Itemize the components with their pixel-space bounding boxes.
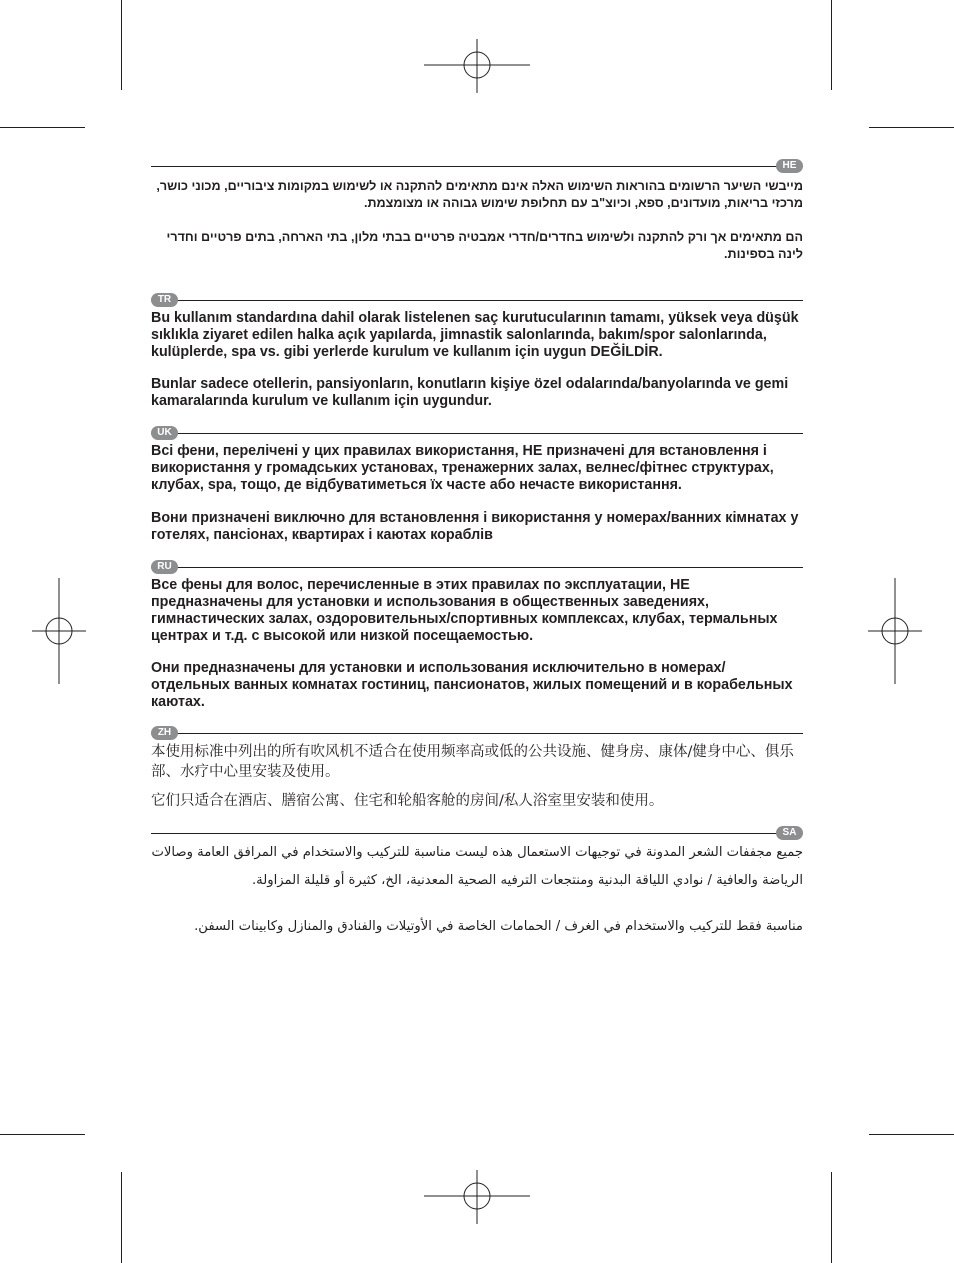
arabic-paragraph-1: جميع مجففات الشعر المدونة في توجيهات الاستعمال هذه ليست مناسبة للتركيب والاستخدام في المرافق العامة وصالات الرياضة والعافية / نوادي اللياقة البدنية ومنتجعات الترفيه الصحية المعدنية، الخ، كثيرة أو قليلة المزاولة. (151, 845, 803, 888)
section-chinese (151, 725, 803, 820)
chinese-paragraph-1: 本使用标准中列出的所有吹风机不适合在使用频率高或低的公共设施、健身房、康体/健身中心、俱乐部、水疗中心里安装及使用。 (151, 744, 794, 780)
section-russian (151, 559, 803, 719)
registration-mark-bottom (424, 1170, 530, 1224)
hebrew-paragraph-2: הם מתאימים אך ורק להתקנה ולשימוש בחדרים/חדרי אמבטיה פרטיים בבתי מלון, בתי הארחה, בתים פרטיים וחדרי לינה בספינות. (166, 230, 803, 261)
section-ukrainian (151, 425, 803, 550)
crop-mark-bottom-left-horizontal (0, 1134, 85, 1135)
section-divider (151, 833, 803, 834)
russian-paragraph-1: Все фены для волос, перечисленные в этих правилах по эксплуатации, НЕ предназначены для установки и использования в общественных заведениях, гимнастических залах, оздоровительных/спортивных комплексах, клубах, термальных центрах и т.д. с высокой или низкой посещаемостью. (151, 577, 778, 644)
crop-mark-top-left-horizontal (0, 127, 85, 128)
section-hebrew (151, 158, 803, 268)
turkish-paragraph-1: Bu kullanım standardına dahil olarak listelenen saç kurutucularının tamamı, yüksek veya düşük sıklıkla ziyaret edilen halka açık yapılarda, jimnastik salonlarında, bakım/spor salonlarında, kulüplerde, spa vs. gibi yerlerde kurulum ve kullanım için uygun DEĞİLDİR. (151, 310, 799, 360)
chinese-paragraph-2: 它们只适合在酒店、膳宿公寓、住宅和轮船客舱的房间/私人浴室里安装和使用。 (151, 793, 664, 809)
crop-mark-top-right-vertical (831, 0, 832, 90)
section-turkish (151, 292, 803, 417)
section-divider (151, 433, 803, 434)
section-arabic (151, 825, 803, 945)
ukrainian-paragraph-1: Всі фени, перелічені у цих правилах використання, НЕ призначені для встановлення і використання у громадських установах, тренажерних залах, велнес/фітнес структурах, клубах, spa, тощо, де відбуватиметься їх часте або нечасте використання. (151, 443, 774, 493)
section-divider (151, 166, 803, 167)
russian-paragraph-2: Они предназначены для установки и использования исключительно в номерах/отдельных ванных комнатах гостиниц, пансионатов, жилых помещений и в корабельных каютах. (151, 660, 793, 710)
hebrew-paragraph-1: מייבשי השיער הרשומים בהוראות השימוש האלה אינם מתאימים להתקנה או לשימוש במקומות ציבוריים, מכוני כושר, מרכזי בריאות, מועדונים, ספא, וכיוצ"ב עם תחלופת שימוש גבוהה או מצומצמת. (156, 179, 803, 210)
language-badge-ru: RU (151, 560, 178, 574)
crop-mark-bottom-right-horizontal (869, 1134, 954, 1135)
crop-mark-top-left-vertical (121, 0, 122, 90)
crop-mark-bottom-left-vertical (121, 1172, 122, 1263)
registration-mark-right (868, 578, 922, 684)
ukrainian-paragraph-2: Вони призначені виключно для встановлення і використання у номерах/ванних кімнатах у готелях, пансіонах, квартирах і каютах кораблів (151, 510, 799, 543)
language-badge-he: HE (776, 159, 803, 173)
turkish-paragraph-2: Bunlar sadece otellerin, pansiyonların, konutların kişiye özel odalarında/banyolarında ve gemi kamaralarında kurulum ve kullanım için uygundur. (151, 376, 789, 409)
registration-mark-top (424, 39, 530, 93)
section-divider (151, 733, 803, 734)
registration-mark-left (32, 578, 86, 684)
section-divider (151, 300, 803, 301)
language-badge-uk: UK (151, 426, 178, 440)
crop-mark-top-right-horizontal (869, 127, 954, 128)
crop-mark-bottom-right-vertical (831, 1172, 832, 1263)
arabic-paragraph-2: مناسبة فقط للتركيب والاستخدام في الغرف / الحمامات الخاصة في الأوتيلات والفنادق والمنازل وكابينات السفن. (194, 919, 803, 934)
language-badge-sa: SA (776, 826, 803, 840)
language-badge-tr: TR (151, 293, 178, 307)
language-badge-zh: ZH (151, 726, 178, 740)
section-divider (151, 567, 803, 568)
